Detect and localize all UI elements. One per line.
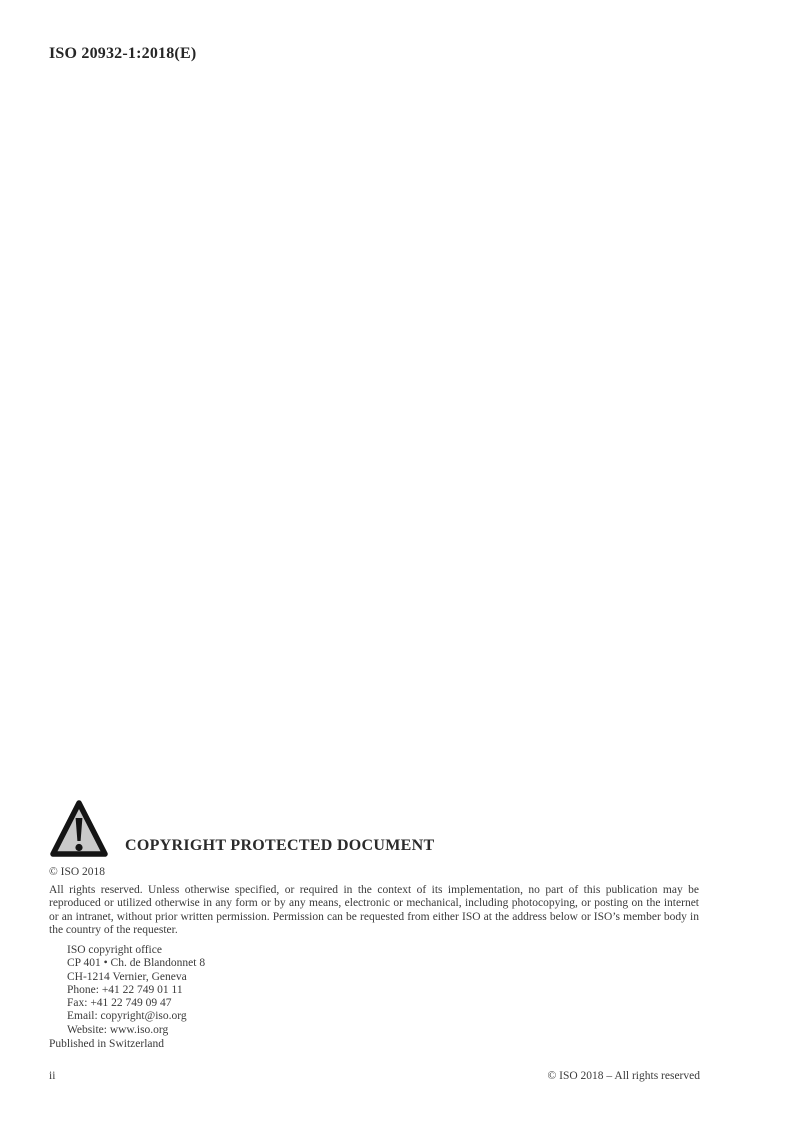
published-in-line: Published in Switzerland [49, 1038, 164, 1050]
address-line-fax: Fax: +41 22 749 09 47 [67, 997, 172, 1010]
copyright-year-notice: © ISO 2018 [49, 866, 106, 878]
address-line-email: Email: copyright@iso.org [67, 1010, 187, 1023]
warning-triangle-icon [50, 799, 108, 860]
copyright-banner [49, 799, 699, 861]
rights-reserved-paragraph: All rights reserved. Unless otherwise specified, or required in the context of its implementation, no part of this publication may be reproduced or utilized otherwise in any form or by any means, electronic or mechanical, including photocopying, or posting on the internet or an intranet, without prior written permission. Permission can be requested from either ISO at the address below or ISO’s member body in the country of the requester. [49, 884, 699, 936]
page-number: ii [49, 1070, 56, 1082]
copyright-protected-title: COPYRIGHT PROTECTED DOCUMENT [125, 837, 435, 854]
address-line-office: ISO copyright office [67, 944, 162, 956]
footer-copyright: © ISO 2018 – All rights reserved [547, 1070, 700, 1082]
address-line-phone: Phone: +41 22 749 01 11 [67, 983, 183, 996]
address-line-city: CH-1214 Vernier, Geneva [67, 970, 187, 983]
document-reference-header: ISO 20932-1:2018(E) [49, 45, 197, 62]
address-line-street: CP 401 • Ch. de Blandonnet 8 [67, 957, 206, 970]
address-line-website: Website: www.iso.org [67, 1023, 169, 1036]
iso-address-block [67, 944, 467, 1037]
